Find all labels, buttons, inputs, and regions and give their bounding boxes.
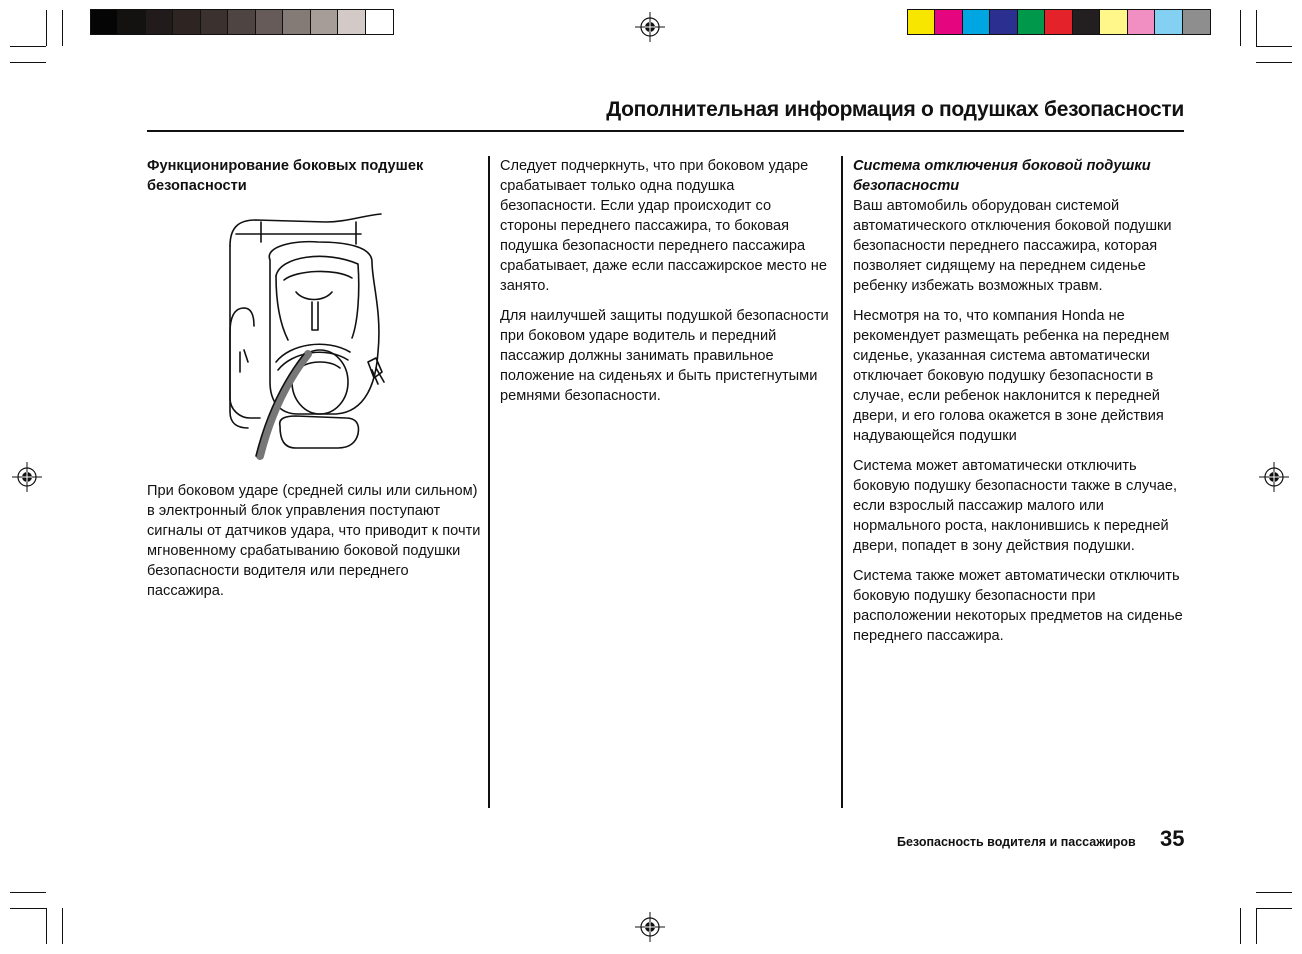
crop-mark	[1256, 908, 1257, 944]
paragraph: Следует подчеркнуть, что при боковом ударе срабатывает только одна подушка безопасности. Если удар происходит со стороны переднего пассажира, то боковая подушка безопасности переднего пассажира срабатывает, даже если пассажирское место не занято.	[500, 158, 827, 294]
color-swatch	[201, 10, 228, 34]
color-swatch	[311, 10, 338, 34]
crop-mark	[10, 46, 46, 47]
color-swatch	[1100, 10, 1127, 34]
color-swatch	[1045, 10, 1072, 34]
color-swatch	[1183, 10, 1210, 34]
paragraph	[853, 156, 1188, 296]
registration-mark-icon	[12, 462, 42, 492]
registration-mark-icon	[635, 912, 665, 942]
footer-section-name: Безопасность водителя и пассажиров	[897, 835, 1136, 849]
color-calibration-bar	[907, 9, 1211, 35]
crop-mark	[1256, 892, 1292, 893]
color-swatch	[228, 10, 255, 34]
paragraph: При боковом ударе (средней силы или сильном) в электронный блок управления поступают сигналы от датчиков удара, что приводит к почти мгновенному срабатыванию боковой подушки безопасности водителя или переднего пассажира.	[147, 483, 481, 599]
left-column-body	[147, 481, 482, 611]
paragraph: Для наилучшей защиты подушкой безопасности при боковом ударе водитель и передний пассажир должны занимать правильное положение на сиденьях и быть пристегнутыми ремнями безопасности.	[500, 308, 829, 404]
color-swatch	[963, 10, 990, 34]
paragraph: Система может автоматически отключить боковую подушку безопасности также в случае, если взрослый пассажир малого или нормального роста, наклонившись к передней двери, попадет в зону действия подушки.	[853, 458, 1178, 554]
page-number: 35	[1160, 826, 1185, 851]
crop-mark	[1240, 908, 1241, 944]
color-swatch	[366, 10, 393, 34]
paragraph-text: Ваш автомобиль оборудован системой автоматического отключения боковой подушки безопасности переднего пассажира, которая позволяет сидящему на переднем сиденье ребенку избежать возможных травм.	[853, 198, 1172, 294]
crop-mark	[62, 908, 63, 944]
crop-mark	[10, 908, 46, 909]
section-heading: Система отключения боковой подушки безопасности	[853, 158, 1151, 194]
color-swatch	[1018, 10, 1045, 34]
column-divider	[488, 156, 490, 808]
crop-mark	[46, 10, 47, 46]
car-interior-top-view-side-airbag-icon	[226, 212, 388, 462]
paragraph: Несмотря на то, что компания Honda не рекомендует размещать ребенка на переднем сиденье, указанная система автоматически отключает боковую подушку безопасности в случае, если ребенок наклонится к передней двери, и его голова окажется в зоне действия надувающейся подушки	[853, 308, 1170, 444]
title-rule	[147, 130, 1184, 132]
crop-mark	[46, 908, 47, 944]
grayscale-calibration-bar	[90, 9, 394, 35]
color-swatch	[256, 10, 283, 34]
section-heading: Функционирование боковых подушек безопасности	[147, 158, 424, 194]
crop-mark	[1256, 46, 1292, 47]
color-swatch	[118, 10, 145, 34]
crop-mark	[10, 62, 46, 63]
left-column	[147, 156, 482, 206]
crop-mark	[10, 892, 46, 893]
crop-mark	[1240, 10, 1241, 46]
color-swatch	[173, 10, 200, 34]
middle-column	[500, 156, 830, 416]
color-swatch	[338, 10, 365, 34]
page-title: Дополнительная информация о подушках безопасности	[606, 98, 1184, 121]
color-swatch	[91, 10, 118, 34]
color-swatch	[908, 10, 935, 34]
color-swatch	[1128, 10, 1155, 34]
right-column	[853, 156, 1188, 656]
crop-mark	[1256, 62, 1292, 63]
color-swatch	[283, 10, 310, 34]
registration-mark-icon	[1259, 462, 1289, 492]
crop-mark	[1256, 908, 1292, 909]
color-swatch	[146, 10, 173, 34]
paragraph: Система также может автоматически отключить боковую подушку безопасности при расположении некоторых предметов на сиденье переднего пассажира.	[853, 568, 1183, 644]
color-swatch	[990, 10, 1017, 34]
registration-mark-icon	[635, 12, 665, 42]
column-divider	[841, 156, 843, 808]
color-swatch	[1073, 10, 1100, 34]
crop-mark	[62, 10, 63, 46]
color-swatch	[1155, 10, 1182, 34]
crop-mark	[1256, 10, 1257, 46]
color-swatch	[935, 10, 962, 34]
